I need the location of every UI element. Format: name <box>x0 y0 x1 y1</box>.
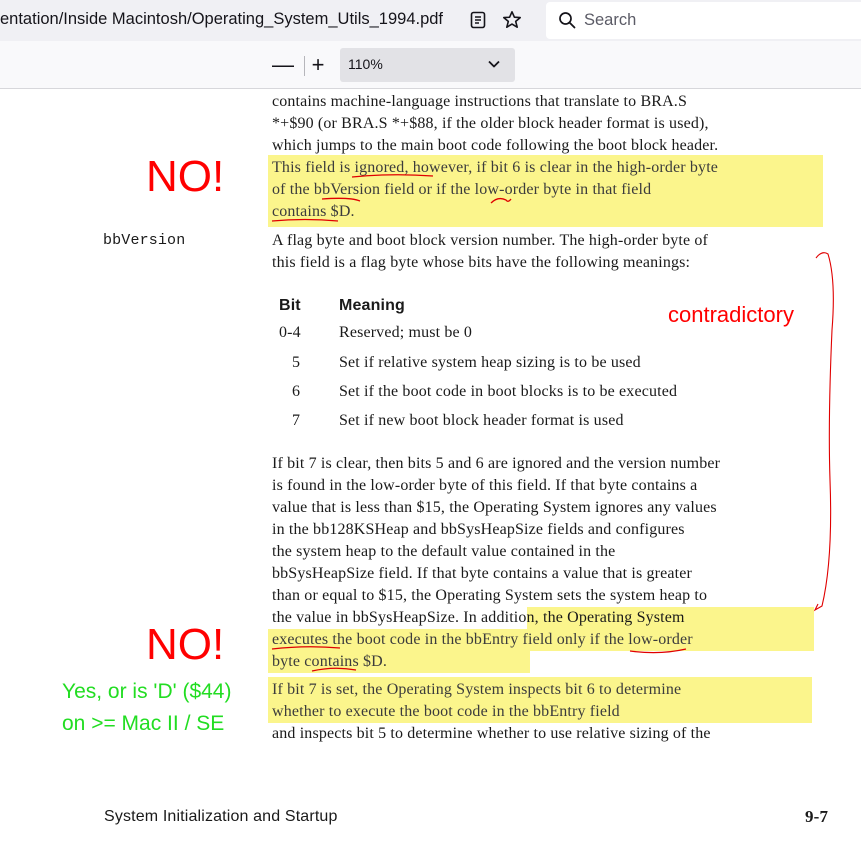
table-cell-meaning: Set if relative system heap sizing is to be used <box>339 354 641 371</box>
para1-line: This field is ignored, however, if bit 6 is clear in the high-order byte <box>272 159 719 176</box>
para1-line: of the bbVersion field or if the low-order byte in that field <box>272 181 652 198</box>
search-placeholder: Search <box>584 11 637 29</box>
zoom-select[interactable] <box>340 48 515 82</box>
table-cell-bit: 0-4 <box>279 324 301 341</box>
chevron-down-icon <box>487 57 501 71</box>
para2-line: this field is a flag byte whose bits have the following meanings: <box>272 254 691 271</box>
reader-view-icon[interactable] <box>466 8 490 32</box>
table-cell-meaning: Set if new boot block header format is used <box>339 412 624 429</box>
para3-line: in the bb128KSHeap and bbSysHeapSize fields and configures <box>272 521 685 538</box>
zoom-value: 110% <box>348 56 383 72</box>
table-cell-meaning: Reserved; must be 0 <box>339 324 473 341</box>
para3-line: If bit 7 is clear, then bits 5 and 6 are ignored and the version number <box>272 455 721 472</box>
para3-line: executes the boot code in the bbEntry field only if the low-order <box>272 631 693 648</box>
bookmark-star-icon[interactable] <box>500 8 524 32</box>
table-header-meaning: Meaning <box>339 297 405 314</box>
para1-line: contains machine-language instructions that translate to BRA.S <box>272 93 687 110</box>
annotation-no-1: NO! <box>146 152 225 201</box>
annotation-yes-line1: Yes, or is 'D' ($44) <box>62 680 232 703</box>
search-icon <box>558 11 576 29</box>
field-name: bbVersion <box>103 232 186 249</box>
search-box[interactable] <box>546 2 861 39</box>
para3-line: value that is less than $15, the Operating System ignores any values <box>272 499 717 516</box>
para3-line: the value in bbSysHeapSize. In addition, the Operating System <box>272 609 685 626</box>
table-header-bit: Bit <box>279 297 301 314</box>
footer-title: System Initialization and Startup <box>104 808 338 825</box>
table-cell-bit: 5 <box>292 354 301 371</box>
table-cell-bit: 6 <box>292 383 301 400</box>
para3-line: than or equal to $15, the Operating System sets the system heap to <box>272 587 708 604</box>
annotation-yes-line2: on >= Mac II / SE <box>62 712 225 735</box>
para1-line: which jumps to the main boot code following the boot block header. <box>272 137 719 154</box>
zoom-in-button[interactable]: + <box>311 52 325 77</box>
footer-page-number: 9-7 <box>805 807 829 826</box>
annotation-contradictory: contradictory <box>668 302 794 327</box>
contradictory-arrow <box>815 253 833 610</box>
table-cell-bit: 7 <box>292 412 301 429</box>
url-text[interactable]: entation/Inside Macintosh/Operating_System_Utils_1994.pdf <box>0 10 444 28</box>
para3-line: is found in the low-order byte of this field. If that byte contains a <box>272 477 698 494</box>
para4-line: whether to execute the boot code in the bbEntry field <box>272 703 620 720</box>
para4-line: If bit 7 is set, the Operating System inspects bit 6 to determine <box>272 681 682 698</box>
para3-line: the system heap to the default value contained in the <box>272 543 616 560</box>
para3-line: bbSysHeapSize field. If that byte contains a value that is greater <box>272 565 692 582</box>
para4-line: and inspects bit 5 to determine whether to use relative sizing of the <box>272 725 711 742</box>
browser-toolbar <box>0 0 861 41</box>
para1-line: *+$90 (or BRA.S *+$88, if the older block header format is used), <box>272 115 709 132</box>
annotation-no-2: NO! <box>146 620 225 669</box>
para1-line: contains $D. <box>272 203 355 220</box>
table-cell-meaning: Set if the boot code in boot blocks is to be executed <box>339 383 678 400</box>
zoom-out-button[interactable]: — <box>272 52 294 77</box>
para3-line: byte contains $D. <box>272 653 387 670</box>
para2-line: A flag byte and boot block version number. The high-order byte of <box>272 232 709 249</box>
